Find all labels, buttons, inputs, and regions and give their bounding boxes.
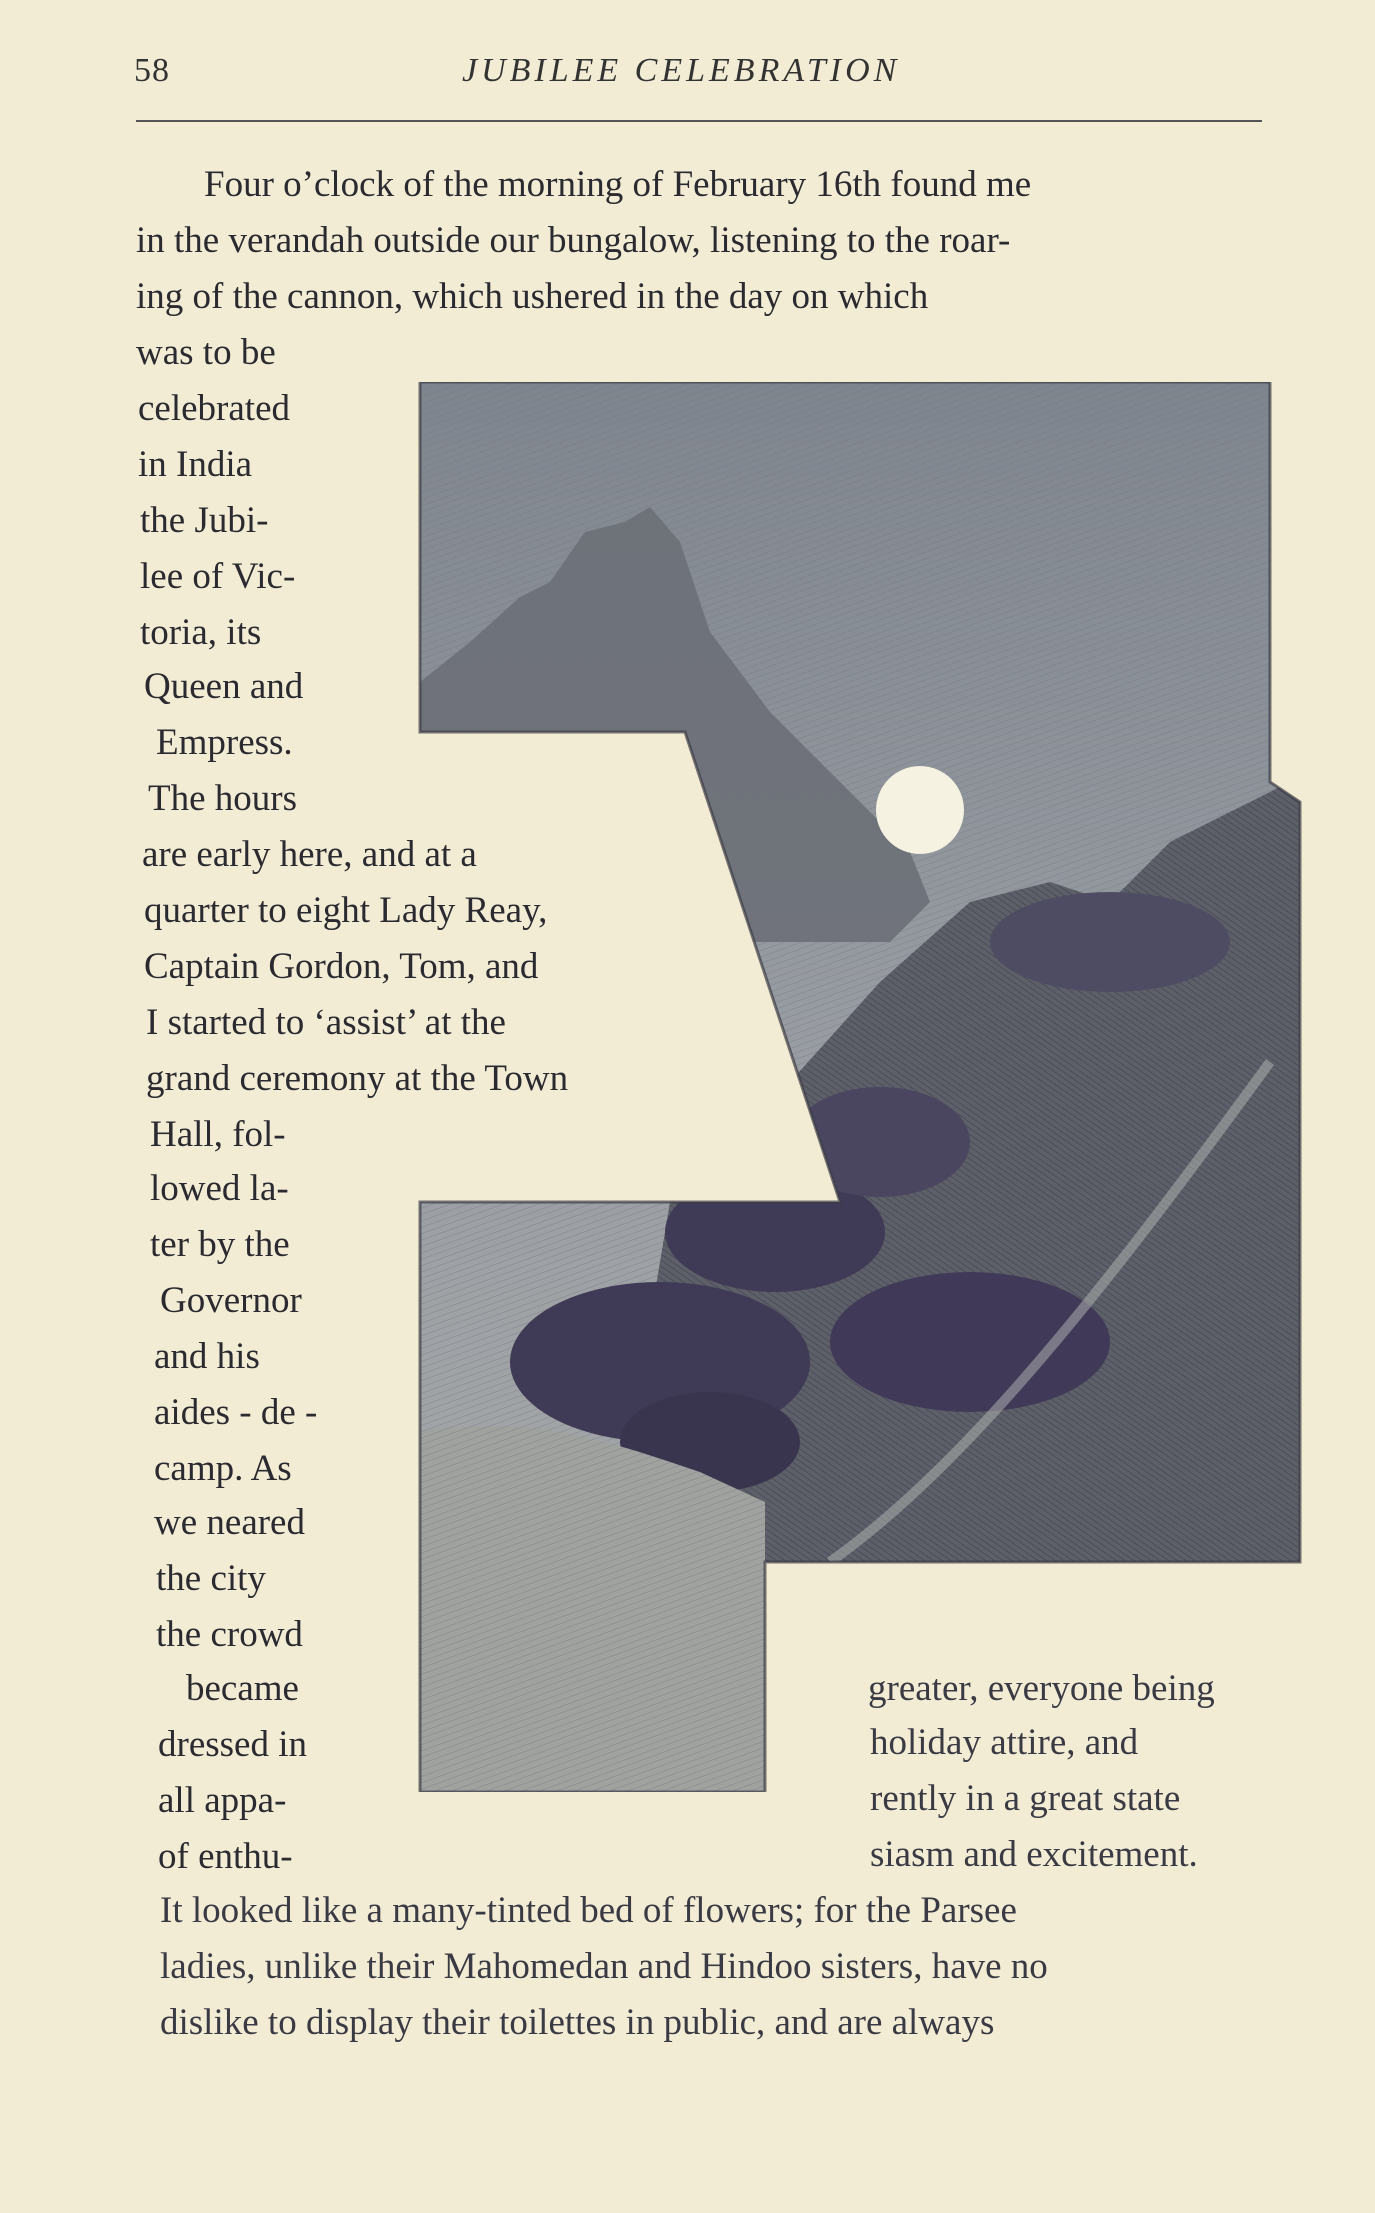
body-line: grand ceremony at the Town — [146, 1058, 569, 1099]
body-line: It looked like a many-tinted bed of flowers; for the Parsee — [160, 1890, 1017, 1931]
header-rule — [136, 120, 1262, 122]
body-line: dislike to display their toilettes in public, and are always — [160, 2002, 995, 2043]
body-line: The hours — [148, 778, 297, 819]
body-line: aides - de - — [154, 1392, 318, 1433]
body-line: greater, everyone being — [868, 1668, 1215, 1709]
body-line: lowed la- — [150, 1168, 289, 1209]
body-line: lee of Vic- — [140, 556, 296, 597]
body-line: rently in a great state — [870, 1778, 1181, 1819]
body-line: Queen and — [144, 666, 304, 707]
body-line: dressed in — [158, 1724, 307, 1765]
body-line: ter by the — [150, 1224, 290, 1265]
body-line: the Jubi- — [140, 500, 269, 541]
body-line: siasm and excitement. — [870, 1834, 1198, 1875]
body-line: we neared — [154, 1502, 305, 1543]
body-line: Captain Gordon, Tom, and — [144, 946, 539, 987]
landscape-illustration — [410, 382, 1310, 1792]
body-line: became — [186, 1668, 299, 1709]
body-line: the city — [156, 1558, 266, 1599]
body-line: was to be — [136, 332, 276, 373]
body-line: celebrated — [138, 388, 290, 429]
body-line: camp. As — [154, 1448, 292, 1489]
body-line: quarter to eight Lady Reay, — [144, 890, 548, 931]
body-line: Empress. — [156, 722, 293, 763]
body-line: I started to ‘assist’ at the — [146, 1002, 506, 1043]
body-line: in India — [138, 444, 253, 485]
body-line: the crowd — [156, 1614, 303, 1655]
running-title: JUBILEE CELEBRATION — [462, 52, 901, 89]
body-line: in the verandah outside our bungalow, listening to the roar- — [136, 220, 1011, 261]
body-line: are early here, and at a — [142, 834, 477, 875]
body-line: all appa- — [158, 1780, 287, 1821]
body-line: of enthu- — [158, 1836, 293, 1877]
body-line: toria, its — [140, 612, 262, 653]
body-line: ladies, unlike their Mahomedan and Hindoo sisters, have no — [160, 1946, 1048, 1987]
body-line: and his — [154, 1336, 260, 1377]
body-line: ing of the cannon, which ushered in the day on which — [136, 276, 929, 317]
body-line: Four o’clock of the morning of February 16th found me — [204, 164, 1032, 205]
body-line: Governor — [160, 1280, 302, 1321]
body-line: holiday attire, and — [870, 1722, 1139, 1763]
moon — [876, 766, 964, 854]
body-line: Hall, fol- — [150, 1114, 286, 1155]
page-number: 58 — [134, 52, 170, 89]
